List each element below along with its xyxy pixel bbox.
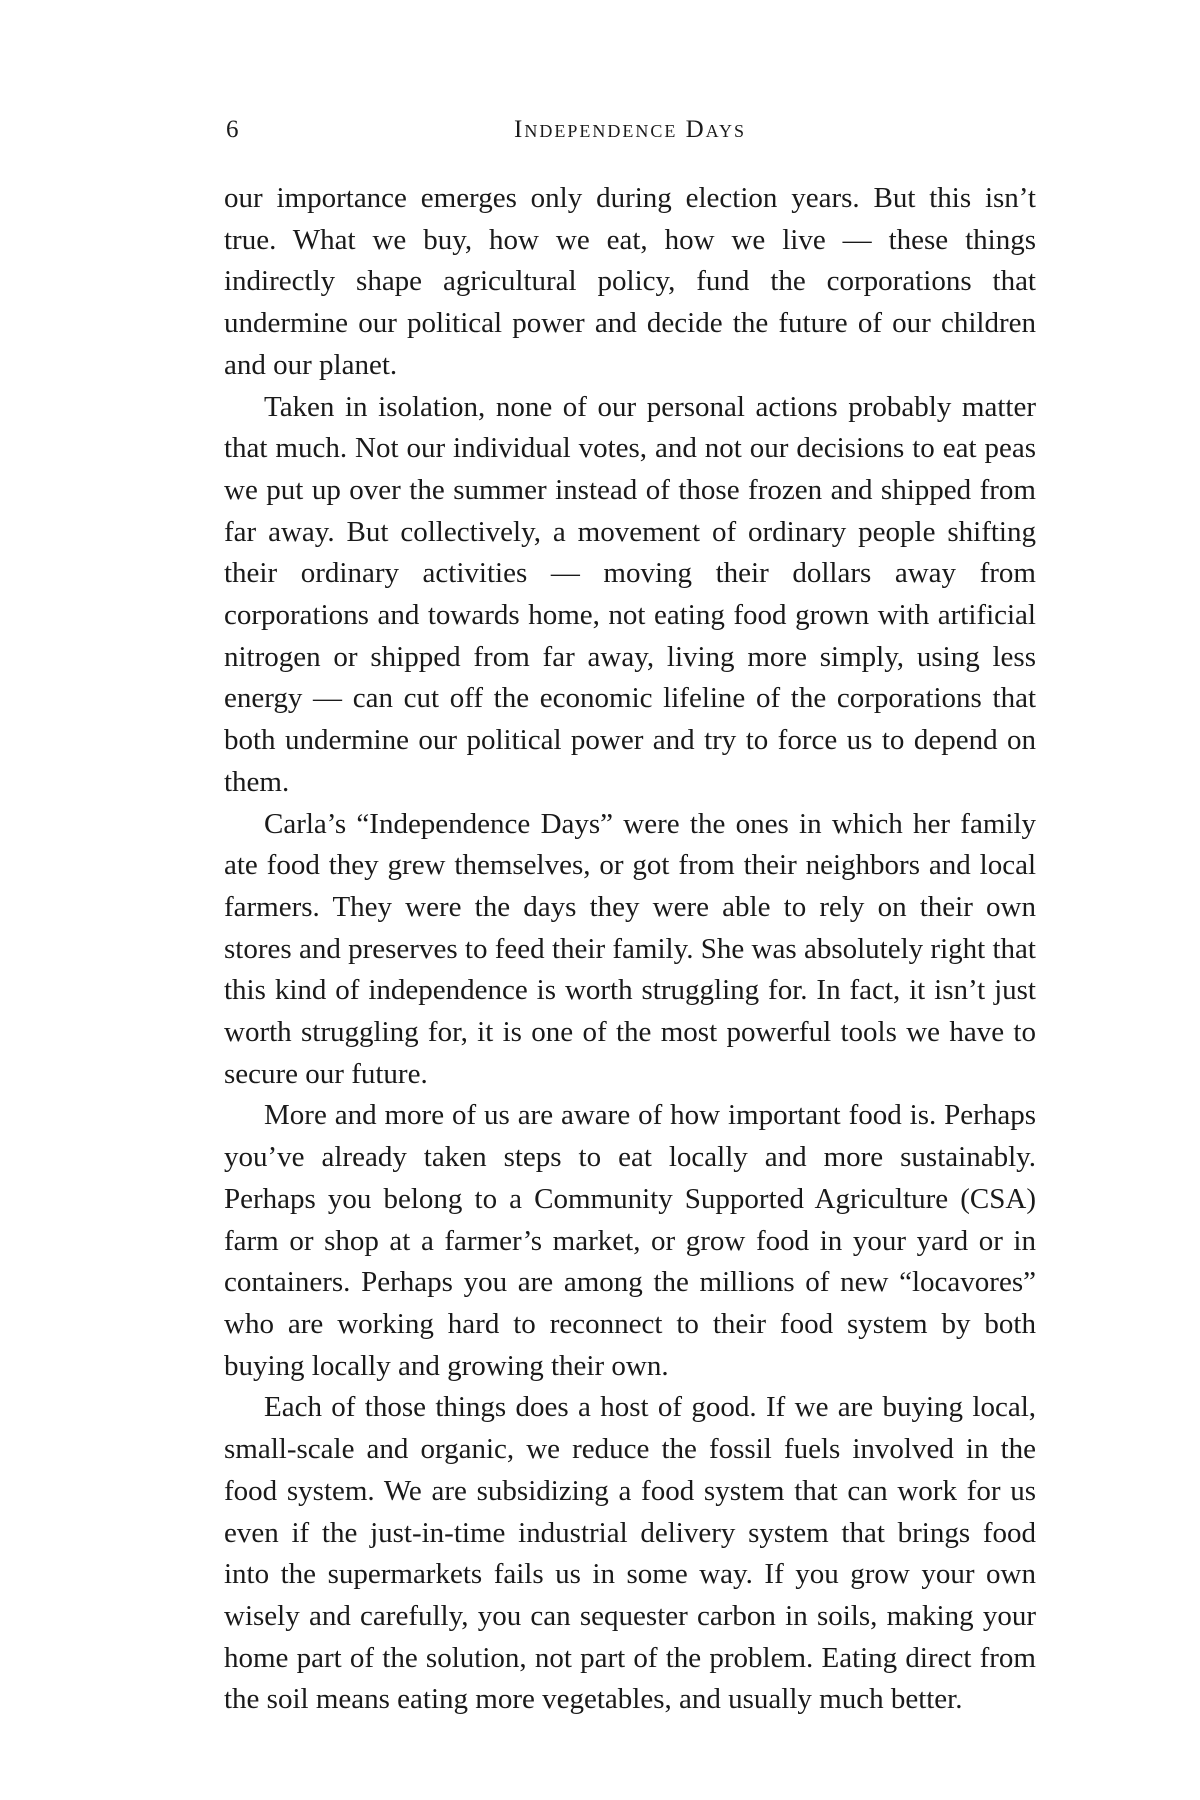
running-head: Independence Days (514, 116, 746, 143)
page-number: 6 (226, 116, 239, 143)
paragraph: Carla’s “Independence Days” were the ones in which her family ate food they grew themselves, or got from their neighbors and local farmers. They were the days they were able to rely on their own stores and preserves to feed their family. She was absolutely right that this kind of independence is worth struggling for. In fact, it isn’t just worth struggling for, it is one of the most powerful tools we have to secure our future. (224, 807, 1036, 1090)
body-text (224, 178, 1036, 1721)
paragraph: More and more of us are aware of how important food is. Perhaps you’ve already taken steps to eat locally and more sustainably. Perhaps you belong to a Community Supported Agriculture (CSA) farm or shop at a farmer’s market, or grow food in your yard or in containers. Perhaps you are among the millions of new “locavores” who are working hard to reconnect to their food system by both buying locally and growing their own. (224, 1099, 1036, 1382)
paragraph: Each of those things does a host of good. If we are buying local, small-scale and organic, we reduce the fossil fuels involved in the food system. We are subsidizing a food system that can work for us even if the just-in-time industrial delivery system that brings food into the supermarkets fails us in some way. If you grow your own wisely and carefully, you can sequester carbon in soils, making your home part of the solution, not part of the problem. Eating direct from the soil means eating more vegetables, and usually much better. (224, 1391, 1036, 1716)
page-header (226, 112, 1034, 148)
paragraph: Taken in isolation, none of our personal actions probably matter that much. Not our individual votes, and not our decisions to eat peas we put up over the summer instead of those frozen and shipped from far away. But collectively, a movement of ordinary people shifting their ordinary activities — moving their dollars away from corporations and towards home, not eating food grown with artificial nitrogen or shipped from far away, living more simply, using less energy — can cut off the economic lifeline of the corporations that both undermine our political power and try to force us to depend on them. (224, 390, 1036, 798)
paragraph-continued: our importance emerges only during election years. But this isn’t true. What we buy, how we eat, how we live — these things indirectly shape agricultural policy, fund the corporations that undermine our political power and decide the future of our children and our planet. (224, 182, 1036, 381)
